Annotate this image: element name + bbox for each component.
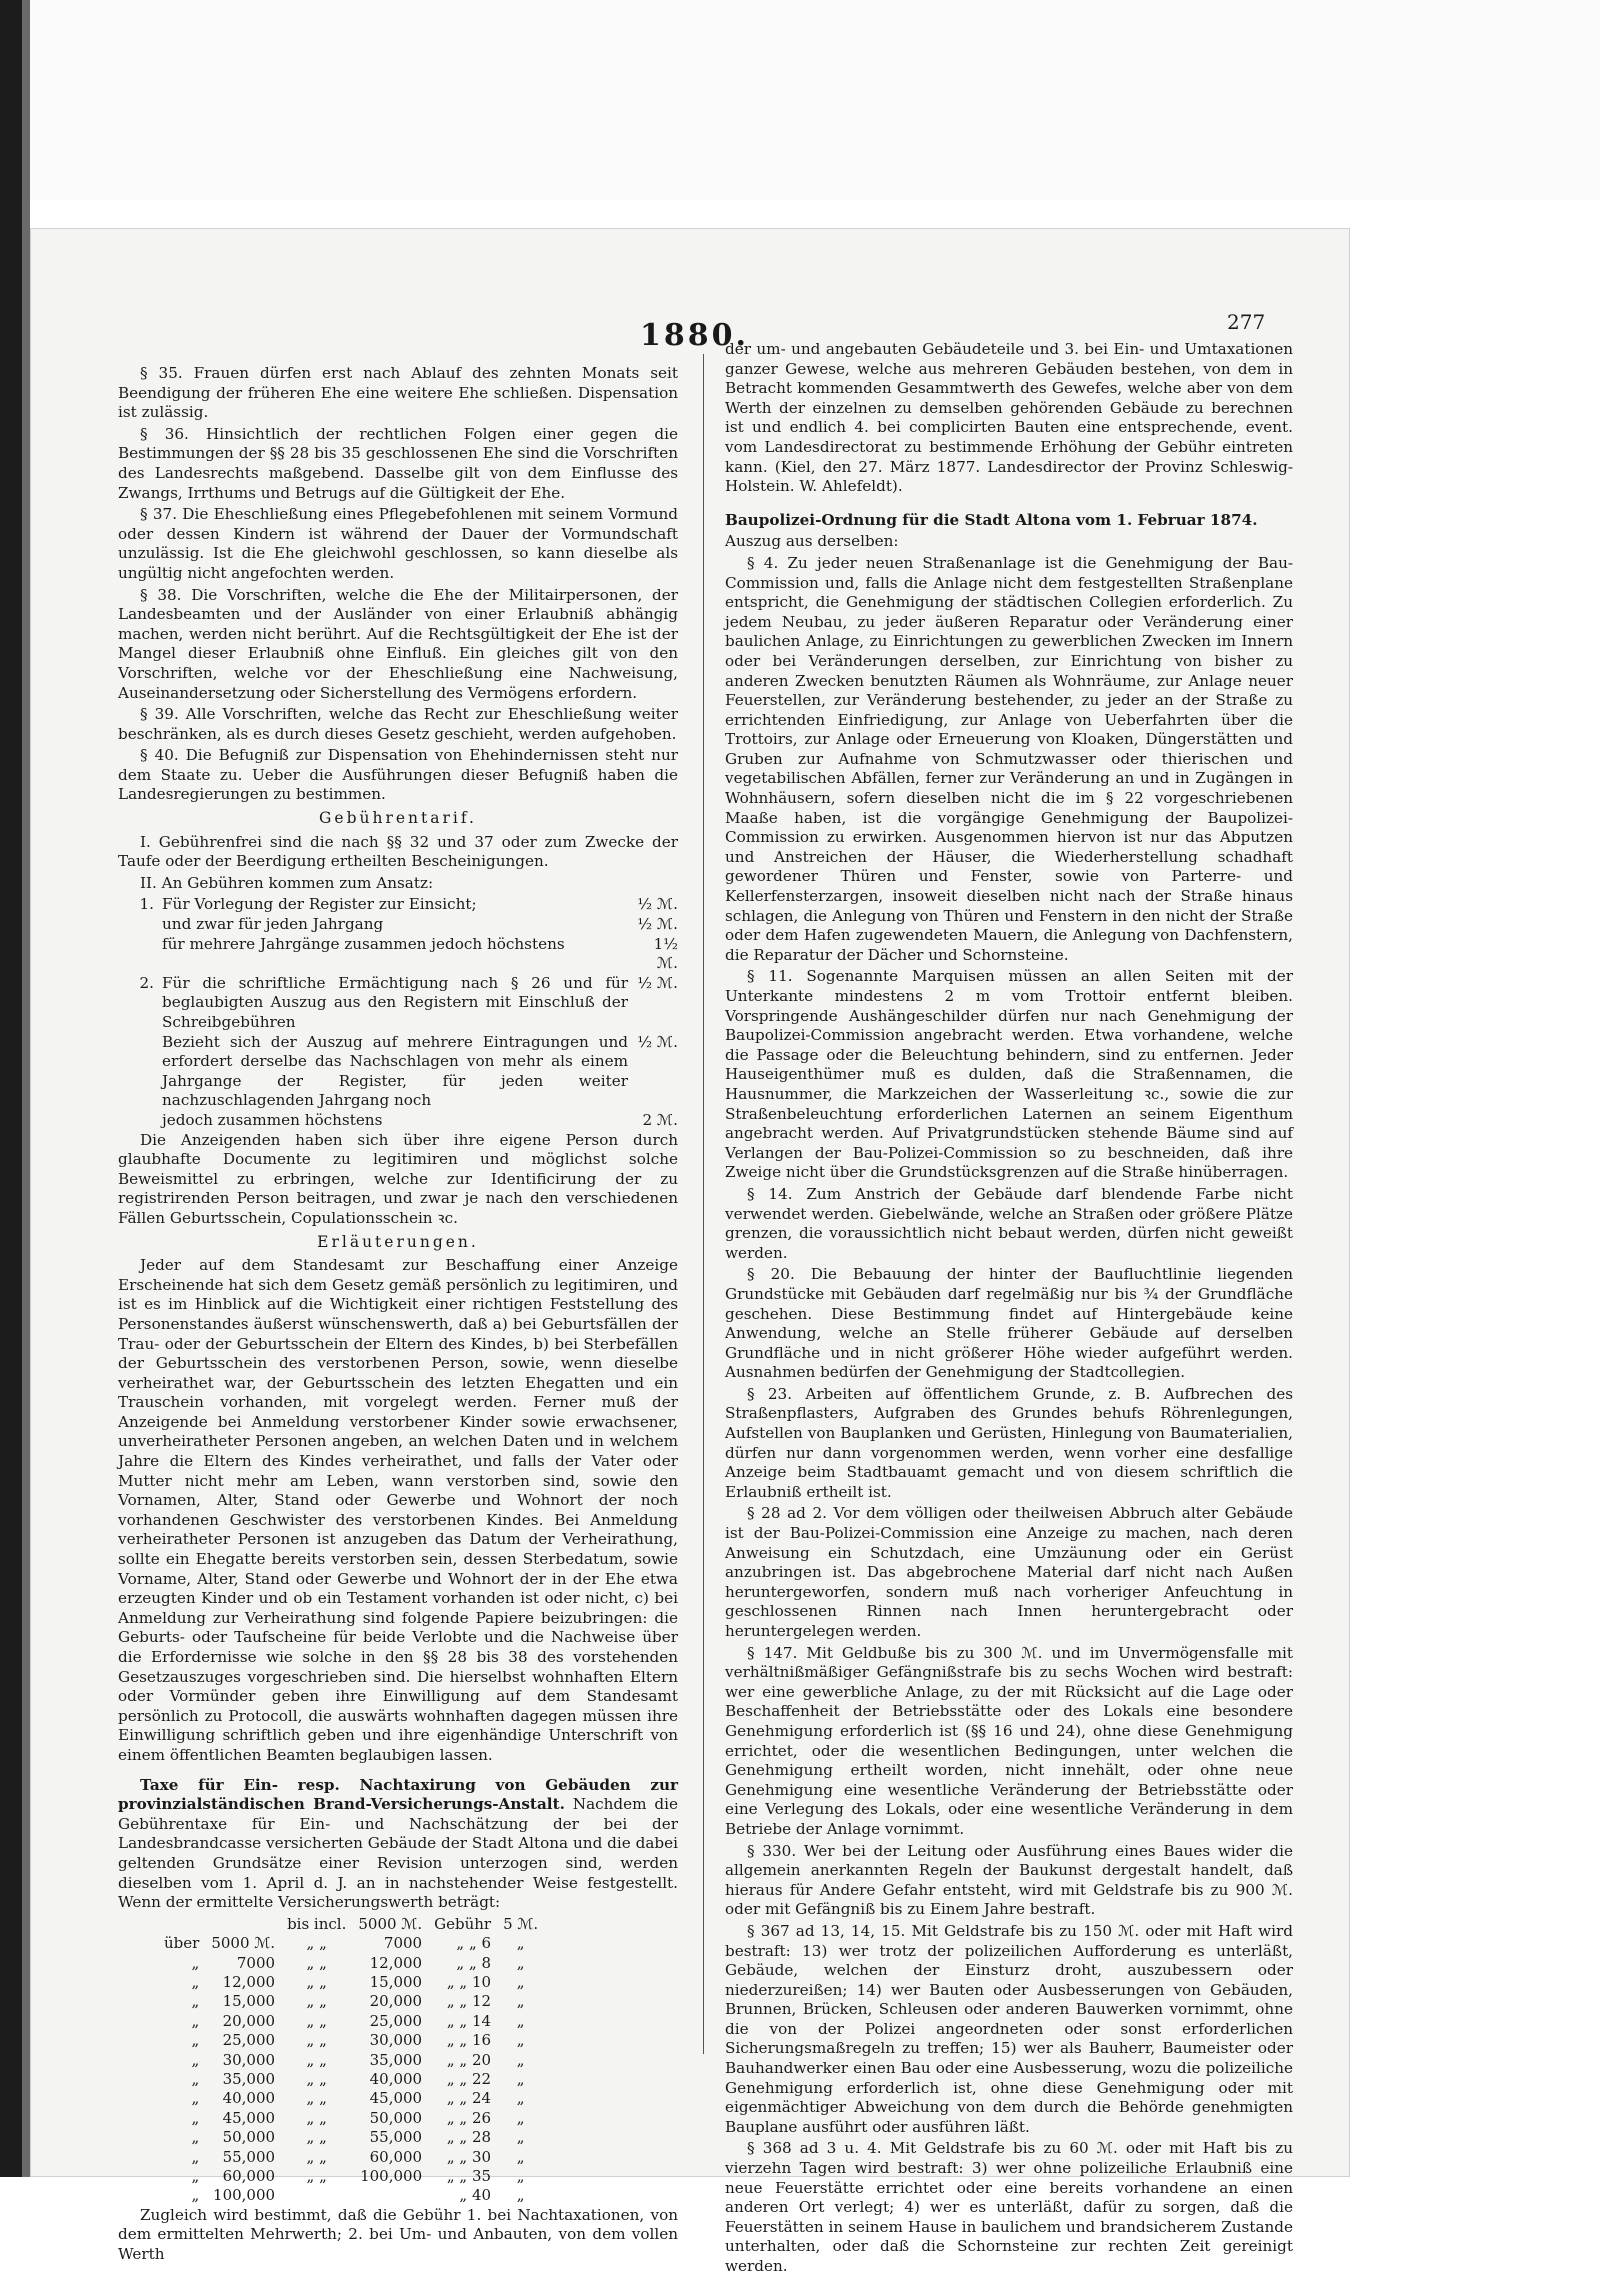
paragraph-section-4: § 4. Zu jeder neuen Straßenanlage ist die Genehmigung der Bau-Commission und, falls die Anlage nicht dem festgestellten Straßenplane entspricht, die Genehmigung der städtischen Collegien erforderlich. Zu jedem Neubau, zu jeder äußeren Reparatur oder Veränderung einer baulichen Anlage, zu Einrichtungen zu gewerblichen Zwecken im Innern oder bei Veränderungen derselben, zur Einrichtung von bisher zu anderen Zwecken benutzten Räumen als Wohnräume, zur Anlage neuer Feuerstellen, zur Veränderung bestehender, zu jeder an der Straße zu errichtenden Einfriedigung, zur Anlage von Ueberfahrten über die Trottoirs, zur Anlage oder Erneuerung von Kloaken, Düngerstätten und Gruben zur Aufnahme von Schmutzwasser oder thierischen und vegetabilischen Abfällen, ferner zur Veränderung an und in Zugängen in Wohnhäusern, sofern dieselben nicht die im § 22 vorgeschriebenen Maaße haben, ist die vorgängige Genehmigung der Baupolizei-Commission zu erwirken. Ausgenommen hiervon ist nur das Abputzen und Anstreichen der Häuser, die Wiederherstellung schadhaft gewordener Thüren und Fenster, sowie von Parterre- und Kellerfensterzargen, insoweit dieselben nicht nach der Straße hinaus schlagen, die Anlegung von Thüren und Fenstern in den nicht der Straße oder dem Hafen zugewendeten Mauern, die Anlegung von Dachfenstern, die Reparatur der Dächer und Schornsteine. <box>725 553 1293 964</box>
table-cell: „ <box>516 1972 525 1991</box>
table-cell: 5 ℳ. <box>503 1914 539 1933</box>
table-cell: Gebühr <box>434 1914 492 1933</box>
fee-tariff-note: Die Anzeigenden haben sich über ihre eigene Person durch glaubhafte Documente zu legitimiren und möglichst solche Beweismittel zu erbringen, welche zur Identificirung der zu registrirenden Person beitragen, und zwar je nach den verschiedenen Fällen Geburtsschein, Copulationsschein ꝛc. <box>118 1130 678 1227</box>
table-cell: „ <box>191 2011 200 2030</box>
table-cell: „ <box>191 1953 200 1972</box>
table-cell: 45,000 <box>222 2108 276 2127</box>
fee-number: 1. <box>139 895 154 914</box>
table-cell: „ <box>459 2089 468 2108</box>
table-cell: „ <box>319 2128 327 2147</box>
table-cell: 7000 <box>383 1934 423 1953</box>
table-cell: „ <box>319 1992 327 2011</box>
fee-amount: ½ ℳ. <box>637 915 678 934</box>
table-cell: „ <box>456 1934 465 1953</box>
fee-row-2a <box>118 974 678 1033</box>
paragraph-section-38: § 38. Die Vorschriften, welche die Ehe der Militairpersonen, der Landesbeamten und der Ausländer von einer Erlaubniß abhängig machen, werden nicht berührt. Auf die Rechtsgültigkeit der Ehe ist der Mangel dieser Erlaubniß ohne Einfluß. Ein gleiches gilt von den Vorschriften, welche vor der Eheschließung eine Nachweisung, Auseinandersetzung oder Sicherstellung des Vermögens erfordern. <box>118 585 678 702</box>
table-row <box>158 2148 544 2167</box>
table-cell: 5000 ℳ. <box>211 1934 276 1953</box>
table-cell: bis incl. <box>287 1914 347 1933</box>
left-column <box>118 364 678 2267</box>
table-row <box>158 2128 544 2147</box>
table-cell: „ <box>319 2069 327 2088</box>
table-cell: „ <box>446 2108 455 2127</box>
table-cell: „ <box>319 2089 327 2108</box>
table-cell: „ <box>516 2147 525 2166</box>
table-cell: „ <box>459 1972 468 1991</box>
table-cell: „ <box>306 2031 315 2050</box>
table-cell: „ <box>459 2186 468 2205</box>
table-row <box>158 2012 544 2031</box>
table-cell: „ <box>446 2147 455 2166</box>
table-cell: „ <box>516 1992 525 2011</box>
paragraph-continuation: der um- und angebauten Gebäudeteile und 3. bei Ein- und Umtaxationen ganzer Gewese, welche aus mehreren Gebäuden bestehen, von dem in Betracht kommenden Gesammtwerth des Gewefes, welche aber von dem Werth der einzelnen zu demselben gehörenden Gebäude zu berechnen ist und endlich 4. bei complicirten Bauten eine entsprechende, event. vom Landesdirectorat zu bestimmende Erhöhung der Gebühr eintreten kann. (Kiel, den 27. März 1877. Landesdirector der Provinz Schleswig-Holstein. W. Ahlefeldt). <box>725 340 1293 496</box>
table-cell: 35 <box>471 2167 492 2185</box>
table-row <box>158 2070 544 2089</box>
table-cell: „ <box>319 2050 327 2069</box>
table-cell: „ <box>446 2167 455 2185</box>
table-cell: 6 <box>481 1934 492 1953</box>
fee-row-1a <box>118 895 678 915</box>
table-cell: „ <box>446 2089 455 2108</box>
table-cell: „ <box>516 2011 525 2030</box>
fee-amount: ½ ℳ. <box>637 895 678 914</box>
table-cell: „ <box>468 1953 477 1972</box>
paragraph-section-147: § 147. Mit Geldbuße bis zu 300 ℳ. und im Unvermögensfalle mit verhältnißmäßiger Gefängnißstrafe bis zu sechs Wochen wird bestraft: wer eine gewerbliche Anlage, zu der mit Rücksicht auf die Lage oder Beschaffenheit der Betriebsstätte oder des Lokals eine besondere Genehmigung erforderlich ist (§§ 16 und 24), ohne diese Genehmigung errichtet, oder die wesentlichen Bedingungen, unter welchen die Genehmigung ertheilt worden, nicht innehält, oder ohne neue Genehmigung eine wesentliche Veränderung der Betriebsstätte oder eine Verlegung des Lokals, oder eine wesentliche Veränderung in dem Betriebe der Anlage vornimmt. <box>725 1643 1293 1838</box>
paragraph-section-20: § 20. Die Bebauung der hinter der Baufluchtlinie liegenden Grundstücke mit Gebäuden darf regelmäßig nur bis ¾ der Grundfläche geschehen. Diese Bestimmung findet auf Hintergebäude keine Anwendung, welche an Stelle früherer Gebäude auf derselben Grundfläche und in nicht größerer Höhe wieder aufgeführt werden. Ausnahmen bedürfen der Genehmigung der Stadtcollegien. <box>725 1265 1293 1382</box>
table-cell: „ <box>306 1953 315 1972</box>
table-cell: 5000 ℳ. <box>358 1914 423 1933</box>
table-cell: „ <box>446 2031 455 2050</box>
table-cell: „ <box>459 2031 468 2050</box>
table-cell: „ <box>446 2128 455 2147</box>
table-cell: 40,000 <box>222 2089 276 2108</box>
building-regulation-title: Baupolizei-Ordnung für die Stadt Altona vom 1. Februar 1874. <box>725 510 1258 529</box>
table-cell: „ <box>459 2069 468 2088</box>
fee-tariff-item-II: II. An Gebühren kommen zum Ansatz: <box>140 873 434 892</box>
table-row <box>158 2031 544 2050</box>
table-cell: 50,000 <box>222 2128 276 2147</box>
fee-amount: 1½ ℳ. <box>653 934 678 973</box>
fee-text: und zwar für jeden Jahrgang <box>162 915 384 934</box>
paragraph-section-330: § 330. Wer bei der Leitung oder Ausführung eines Baues wider die allgemein anerkannten Regeln der Baukunst dergestalt handelt, daß hieraus für Andere Gefahr entsteht, wird mit Geldstrafe bis zu 900 ℳ. oder mit Gefängniß bis zu Einem Jahre bestraft. <box>725 1841 1293 1919</box>
table-cell: 25,000 <box>222 2031 276 2050</box>
table-cell: „ <box>516 2167 525 2185</box>
scan-binding-shadow <box>22 0 30 2177</box>
page-number: 277 <box>1227 310 1266 334</box>
table-cell: „ <box>516 2050 525 2069</box>
table-cell: 60,000 <box>369 2147 423 2166</box>
table-cell: „ <box>319 2031 327 2050</box>
fee-text: Für die schriftliche Ermächtigung nach § 26 und für beglaubigten Auszug aus den Registern mit Einschluß der Schreibgebühren <box>162 973 628 1031</box>
table-cell: 20,000 <box>369 1992 423 2011</box>
table-cell: „ <box>191 2147 200 2166</box>
table-cell: „ <box>459 2050 468 2069</box>
table-row <box>158 1934 544 1953</box>
table-cell: „ <box>191 2186 200 2205</box>
table-cell: „ <box>319 2011 327 2030</box>
valuation-paragraph <box>118 1776 678 1913</box>
fee-text: Bezieht sich der Auszug auf mehrere Eintragungen und erfordert derselbe das Nachschlagen von mehr als einem Jahrgange der Register, für jeden weiter nachzuschlagenden Jahrgang noch <box>162 1032 628 1110</box>
table-cell: 14 <box>471 2011 492 2030</box>
table-cell: 12,000 <box>369 1953 423 1972</box>
fee-text: jedoch zusammen höchstens <box>162 1110 383 1129</box>
paragraph-section-23: § 23. Arbeiten auf öffentlichem Grunde, z. B. Aufbrechen des Straßenpflasters, Aufgraben des Grundes behufs Röhrenlegungen, Aufstellen von Bauplanken und Gerüsten, Hinlegung von Baumaterialien, dürfen nur dann vorgenommen werden, wenn vorher eine desfallige Anzeige beim Stadtbauamt gemacht und von diesem schriftlich die Erlaubniß ertheilt ist. <box>725 1384 1293 1501</box>
paragraph-section-35: § 35. Frauen dürfen erst nach Ablauf des zehnten Monats seit Beendigung der früheren Ehe eine weitere Ehe schließen. Dispensation ist zulässig. <box>118 364 678 422</box>
table-cell: 7000 <box>236 1953 276 1972</box>
fee-text: Für Vorlegung der Register zur Einsicht; <box>162 895 477 914</box>
table-cell: „ <box>516 2186 525 2205</box>
table-cell: „ <box>191 2108 200 2127</box>
table-cell: 60,000 <box>222 2167 276 2185</box>
table-row <box>158 2051 544 2070</box>
table-cell: 50,000 <box>369 2108 423 2127</box>
table-cell: 40,000 <box>369 2069 423 2088</box>
paragraph-section-39: § 39. Alle Vorschriften, welche das Recht zur Eheschließung weiter beschränken, als es durch dieses Gesetz geschieht, werden aufgehoben. <box>118 705 678 743</box>
table-cell: „ <box>306 2167 315 2185</box>
table-cell: „ <box>191 2069 200 2088</box>
paragraph-section-11: § 11. Sogenannte Marquisen müssen an allen Seiten mit der Unterkante mindestens 2 m vom Trottoir entfernt bleiben. Vorspringende Aushängeschilder dürfen nur nach Genehmigung der Baupolizei-Commission angebracht werden. Etwa vorhandene, welche die Passage oder die Beleuchtung behindern, sind zu entfernen. Jeder Hauseigenthümer muß es dulden, daß die Straßennamen, die Hausnummer, die Markzeichen der Wasserleitung ꝛc., sowie die zur Straßenbeleuchtung erforderlichen Laternen an seinem Eigenthum angebracht werden. Auf Privatgrundstücken stehende Bäume sind auf Verlangen der Bau-Polizei-Commission so zu beschneiden, daß ihre Zweige nicht über die Grundstücksgrenzen auf die Straße hinüberragen. <box>725 967 1293 1182</box>
valuation-fee-table <box>158 1915 544 2206</box>
table-cell: „ <box>191 2031 200 2050</box>
fee-amount: ½ ℳ. <box>637 973 678 992</box>
table-cell: „ <box>516 1934 525 1953</box>
table-cell: „ <box>306 1934 315 1953</box>
table-cell: 8 <box>481 1953 492 1972</box>
table-cell: „ <box>319 1953 327 1972</box>
table-row <box>158 1973 544 1992</box>
fee-text: für mehrere Jahrgänge zusammen jedoch höchstens <box>162 934 565 953</box>
table-row <box>158 1992 544 2011</box>
table-cell: „ <box>191 2089 200 2108</box>
table-cell: „ <box>446 2069 455 2088</box>
column-divider <box>703 354 704 2054</box>
table-cell: 28 <box>471 2128 492 2147</box>
table-cell: 35,000 <box>369 2050 423 2069</box>
table-cell: „ <box>516 1953 525 1972</box>
table-cell: 45,000 <box>369 2089 423 2108</box>
table-cell: „ <box>319 1934 327 1953</box>
table-cell: 25,000 <box>369 2011 423 2030</box>
table-cell: „ <box>516 2128 525 2147</box>
explanations-text: Jeder auf dem Standesamt zur Beschaffung einer Anzeige Erscheinende hat sich dem Gesetz gemäß persönlich zu legitimiren, und ist es im Hinblick auf die Wichtigkeit einer richtigen Feststellung des Personenstandes äußerst wünschenswerth, daß a) bei Geburtsfällen der Trau- oder der Geburtsschein der Eltern des Kindes, b) bei Sterbefällen der Geburtsschein des verstorbenen Person, sowie, wenn dieselbe verheirathet war, der Geburtsschein des letzten Ehegatten und ein Trauschein vorhanden, mit vorgelegt werden. Ferner muß der Anzeigende bei Anmeldung verstorbener Kinder sowie erwachsener, unverheiratheter Personen angeben, an welchen Daten und in welchem Jahre die Eltern des Kindes verheirathet, und falls der Vater oder Mutter nicht mehr am Leben, wann verstorben sind, sowie den Vornamen, Alter, Stand oder Gewerbe und Wohnort der noch vorhandenen Geschwister des verstorbenen Kindes. Bei Anmeldung verheiratheter Personen ist anzugeben das Datum der Verheirathung, sollte ein Ehegatte bereits verstorben sein, dessen Sterbedatum, sowie Vorname, Alter, Stand oder Gewerbe und Wohnort der in der Ehe etwa erzeugten Kinder und ob ein Testament vorhanden ist oder nicht, c) bei Anmeldung zur Verheirathung sind folgende Papiere beizubringen: die Geburts- oder Taufscheine für beide Verlobte und die Nachweise über die Erfordernisse wie solche in den §§ 28 bis 38 des vorstehenden Gesetzauszuges vorgeschrieben sind. Die hierselbst wohnhaften Eltern oder Vormünder geben ihre Einwilligung auf dem Standesamt persönlich zu Protocoll, die auswärts wohnhaften dagegen müssen ihre Einwilligung schriftlich geben und ihre eigenhändige Unterschrift von einem öffentlichen Beamten beglaubigen lassen. <box>118 1256 678 1764</box>
table-row <box>158 2109 544 2128</box>
table-cell: „ <box>446 2050 455 2069</box>
fee-tariff-heading: Gebührentarif. <box>319 809 477 828</box>
table-cell: 15,000 <box>369 1972 423 1991</box>
table-cell: 10 <box>471 1972 492 1991</box>
valuation-fee-continuation: Zugleich wird bestimmt, daß die Gebühr 1. bei Nachtaxationen, von dem ermittelten Mehrwerth; 2. bei Um- und Anbauten, von dem vollen Werth <box>118 2205 678 2263</box>
table-cell: „ <box>319 2108 327 2127</box>
table-cell: 30 <box>471 2147 492 2166</box>
paragraph-section-28: § 28 ad 2. Vor dem völligen oder theilweisen Abbruch alter Gebäude ist der Bau-Polizei-Commission eine Anzeige zu machen, nach deren Anweisung ein Schutzdach, eine Umzäunung oder ein Gerüst anzubringen ist. Das abgebrochene Material darf nicht nach Außen heruntergeworfen, sondern muß nach vorheriger Anfeuchtung in geschlossenen Rinnen nach Innen heruntergebracht oder heruntergelegen werden. <box>725 1504 1293 1640</box>
paragraph-section-36: § 36. Hinsichtlich der rechtlichen Folgen einer gegen die Bestimmungen der §§ 28 bis 35 geschlossenen Ehe sind die Vorschriften des Landesrechts maßgebend. Dasselbe gilt von dem Einflusse des Zwangs, Irrthums und Betrugs auf die Gültigkeit der Ehe. <box>118 424 678 502</box>
table-cell: „ <box>306 2089 315 2108</box>
table-cell: 40 <box>471 2186 492 2205</box>
table-cell: „ <box>306 1992 315 2011</box>
table-cell: „ <box>306 2050 315 2069</box>
table-cell: „ <box>306 2011 315 2030</box>
right-column <box>725 340 1293 2279</box>
paragraph-section-40: § 40. Die Befugniß zur Dispensation von Ehehindernissen steht nur dem Staate zu. Ueber die Ausführungen dieser Befugniß haben die Landesregierungen zu bestimmen. <box>118 746 678 804</box>
fee-number: 2. <box>139 973 154 992</box>
table-cell: „ <box>468 1934 477 1953</box>
table-cell: über <box>164 1934 200 1953</box>
table-cell: „ <box>459 2011 468 2030</box>
paragraph-section-368: § 368 ad 3 u. 4. Mit Geldstrafe bis zu 60 ℳ. oder mit Haft bis zu vierzehn Tagen wird bestraft: 3) wer ohne polizeiliche Erlaubniß eine neue Feuerstätte errichtet oder eine bereits vorhandene an einen anderen Ort verlegt; 4) wer es unterläßt, dafür zu sorgen, daß die Feuerstätten in seinem Hause in baulichem und brandsicherem Zustande unterhalten, oder daß die Schornsteine zur rechten Zeit gereinigt werden. <box>725 2139 1293 2275</box>
table-row <box>158 2089 544 2108</box>
building-regulation-subtitle: Auszug aus derselben: <box>725 532 899 551</box>
table-cell: 26 <box>471 2108 492 2127</box>
table-cell: „ <box>319 1972 327 1991</box>
table-cell: „ <box>191 1992 200 2011</box>
scan-background <box>0 0 1600 200</box>
table-cell: „ <box>516 2069 525 2088</box>
valuation-fee-intro: Nachdem die Gebührentaxe für Ein- und Nachschätzung der bei der Landesbrandcasse versicherten Gebäude der Stadt Altona und die dabei geltenden Grundsätze einer Revision unterzogen sind, werden dieselben vom 1. April d. J. an in nachstehender Weise festgestellt. Wenn der ermittelte Versicherungswerth beträgt: <box>118 1795 678 1912</box>
table-cell: 100,000 <box>213 2186 276 2205</box>
fee-amount: 2 ℳ. <box>642 1110 678 1129</box>
table-cell: „ <box>191 2167 200 2185</box>
table-cell: „ <box>319 2167 327 2185</box>
table-cell: 15,000 <box>222 1992 276 2011</box>
table-cell: „ <box>516 2089 525 2108</box>
table-cell: 16 <box>471 2031 492 2050</box>
table-cell: „ <box>191 2128 200 2147</box>
table-cell: „ <box>191 2050 200 2069</box>
table-cell: 20 <box>471 2050 492 2069</box>
table-row <box>158 1915 544 1934</box>
table-cell: „ <box>459 2128 468 2147</box>
valuation-fee-title: Taxe für Ein- resp. Nachtaxirung von Gebäuden zur provinzialständischen Brand-Versicherungs-Anstalt. <box>118 1775 678 1814</box>
paragraph-section-367: § 367 ad 13, 14, 15. Mit Geldstrafe bis zu 150 ℳ. oder mit Haft wird bestraft: 13) wer trotz der polizeilichen Aufforderung es unterläßt, Gebäude, welchen der Einsturz droht, auszubessern oder niederzureißen; 14) wer Bauten oder Ausbesserungen von Gebäuden, Brunnen, Brücken, Schleusen oder anderen Bauwerken vornimmt, ohne die von der Polizei angeordneten oder sonst erforderlichen Sicherungsmaßregeln zu treffen; 15) wer als Bauherr, Baumeister oder Bauhandwerker einen Bau oder eine Ausbesserung, wozu die polizeiliche Genehmigung erforderlich ist, ohne diese Genehmigung oder mit eigenmächtiger Abweichung von dem durch die Behörde genehmigten Bauplane ausführt oder ausführen läßt. <box>725 1921 1293 2136</box>
paragraph-section-37: § 37. Die Eheschließung eines Pflegebefohlenen mit seinem Vormund oder dessen Kindern ist während der Dauer der Vormundschaft unzulässig. Ist die Ehe gleichwohl geschlossen, so kann dieselbe als ungültig nicht angefochten werden. <box>118 505 678 582</box>
table-cell: 20,000 <box>222 2011 276 2030</box>
table-cell: „ <box>446 1992 455 2011</box>
table-cell: „ <box>319 2147 327 2166</box>
table-cell: 55,000 <box>369 2128 423 2147</box>
table-cell: „ <box>191 1972 200 1991</box>
table-cell: „ <box>456 1953 465 1972</box>
fee-amount: ½ ℳ. <box>637 1032 678 1051</box>
fee-row-2c <box>118 1111 678 1131</box>
paragraph-section-14: § 14. Zum Anstrich der Gebäude darf blendende Farbe nicht verwendet werden. Giebelwände, welche an Straßen oder größere Plätze grenzen, die voraussichtlich nicht bebaut werden, dürfen nicht geweißt werden. <box>725 1184 1293 1262</box>
table-cell: „ <box>306 2108 315 2127</box>
fee-tariff-item-I: I. Gebührenfrei sind die nach §§ 32 und 37 oder zum Zwecke der Taufe oder der Beerdigung ertheilten Bescheinigungen. <box>118 832 678 871</box>
table-row <box>158 2186 544 2205</box>
table-cell: 30,000 <box>369 2031 423 2050</box>
table-cell: „ <box>446 2011 455 2030</box>
table-cell: „ <box>459 1992 468 2011</box>
fee-row-1b <box>118 915 678 935</box>
table-cell: „ <box>459 2167 468 2185</box>
table-cell: 24 <box>471 2089 492 2108</box>
table-cell: 12,000 <box>222 1972 276 1991</box>
table-cell: „ <box>306 2147 315 2166</box>
table-cell: „ <box>306 2128 315 2147</box>
table-cell: 12 <box>471 1992 492 2011</box>
table-row <box>158 1954 544 1973</box>
table-cell: „ <box>459 2147 468 2166</box>
explanations-heading: Erläuterungen. <box>317 1232 479 1251</box>
table-cell: 100,000 <box>360 2167 423 2185</box>
fee-row-1c <box>118 935 678 974</box>
table-cell: 55,000 <box>222 2147 276 2166</box>
table-cell: „ <box>306 2069 315 2088</box>
table-cell: 30,000 <box>222 2050 276 2069</box>
table-cell: „ <box>516 2031 525 2050</box>
page-year-heading: 1880. <box>640 318 749 353</box>
table-cell: „ <box>459 2108 468 2127</box>
table-cell: 22 <box>471 2069 492 2088</box>
scan-binding-edge <box>0 0 22 2177</box>
table-cell: 35,000 <box>222 2069 276 2088</box>
table-cell: „ <box>446 1972 455 1991</box>
fee-row-2b <box>118 1033 678 1111</box>
table-cell: „ <box>516 2108 525 2127</box>
table-cell: „ <box>306 1972 315 1991</box>
